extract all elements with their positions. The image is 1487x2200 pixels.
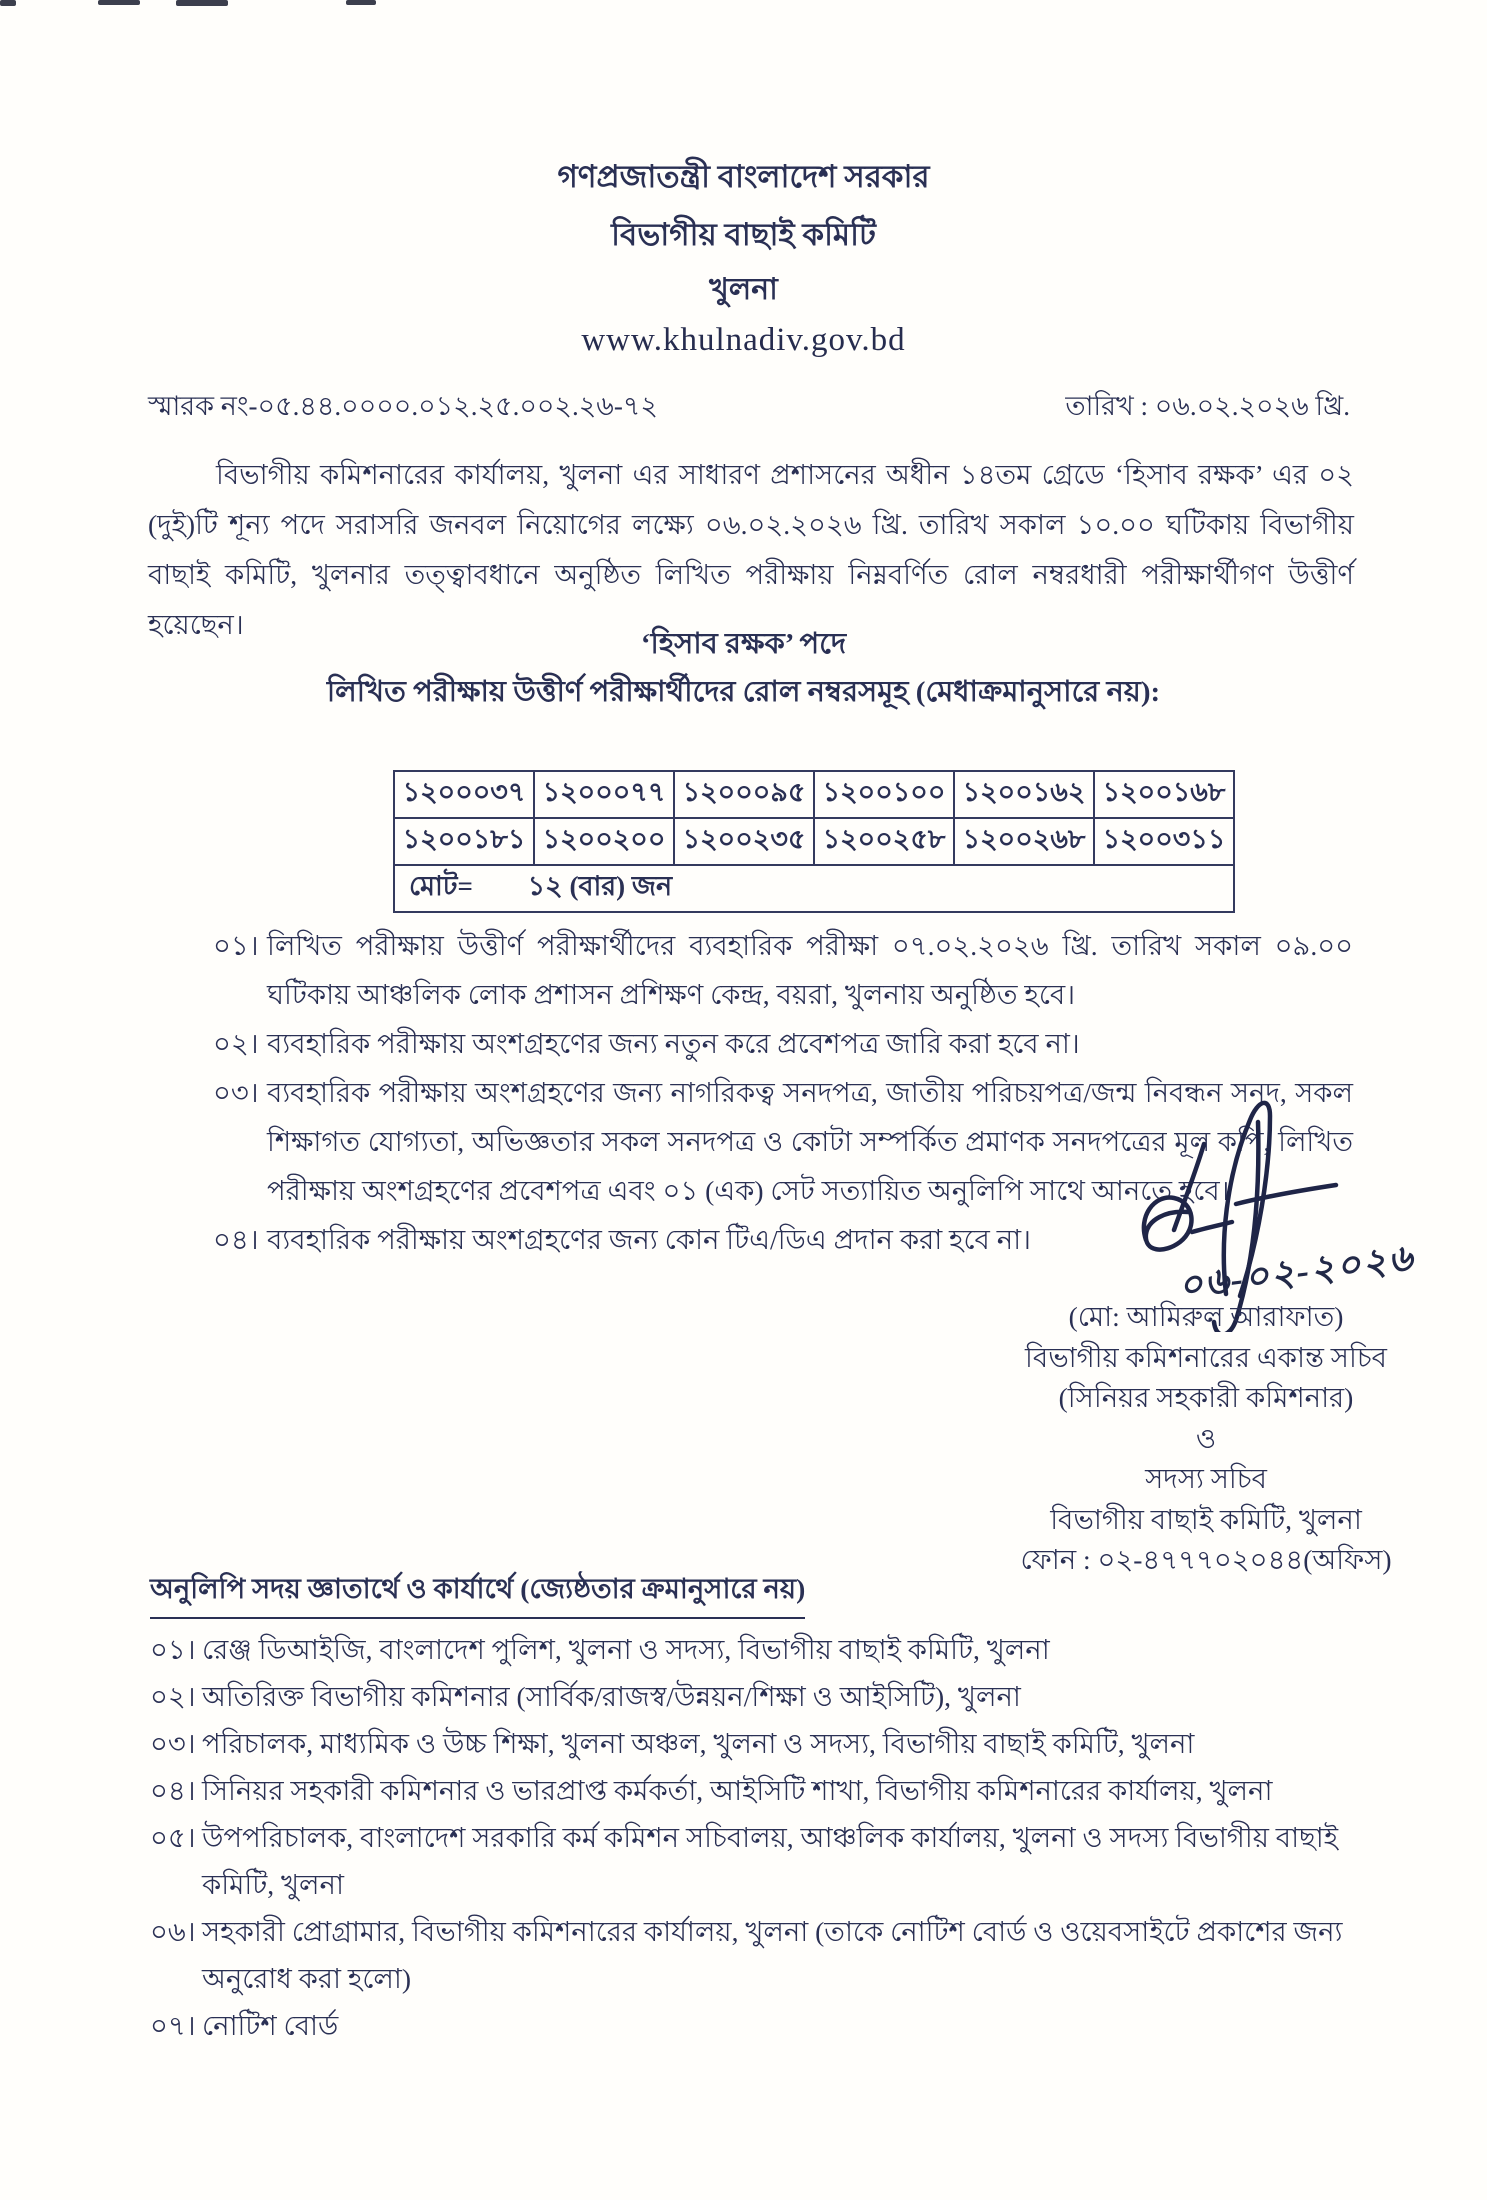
total-label: মোট= <box>409 871 473 901</box>
scan-artifact <box>346 0 376 5</box>
dist-text: উপপরিচালক, বাংলাদেশ সরকারি কর্ম কমিশন সচিবালয়, আঞ্চলিক কার্যালয়, খুলনা ও সদস্য বিভাগীয় বাছাই কমিটি, খুলনা <box>202 1822 1338 1900</box>
post-title: ‘হিসাব রক্ষক’ পদে <box>640 628 847 660</box>
roll-cell: ১২০০২৫৮ <box>814 818 954 865</box>
roll-cell: ১২০০২৬৮ <box>954 818 1094 865</box>
list-item <box>150 1814 1390 1908</box>
list-item <box>150 2002 1390 2049</box>
note-text: লিখিত পরীক্ষায় উত্তীর্ণ পরীক্ষার্থীদের ব্যবহারিক পরীক্ষা ০৭.০২.২০২৬ খ্রি. তারিখ সকাল ০৯.০০ ঘটিকায় আঞ্চলিক লোক প্রশাসন প্রশিক্ষণ কেন্দ্র, বয়রা, খুলনায় অনুষ্ঠিত হবে। <box>267 930 1353 1010</box>
note-number: ০৪। <box>213 1224 259 1255</box>
dist-number: ০৩। <box>150 1728 196 1759</box>
website-url: www.khulnadiv.gov.bd <box>581 322 906 358</box>
roll-number-table <box>393 770 1235 913</box>
table-total-row <box>394 865 1234 912</box>
distribution-heading: অনুলিপি সদয় জ্ঞাতার্থে ও কার্যার্থে (জ্যেষ্ঠতার ক্রমানুসারে নয়) <box>150 1568 805 1619</box>
memo-row <box>148 386 1350 431</box>
signatory-role: বিভাগীয় বাছাই কমিটি, খুলনা <box>1050 1503 1362 1535</box>
dist-text: সহকারী প্রোগ্রামার, বিভাগীয় কমিশনারের কার্যালয়, খুলনা (তাকে নোটিশ বোর্ড ও ওয়েবসাইটে প্রকাশের জন্য অনুরোধ করা হলো) <box>202 1916 1343 1994</box>
note-number: ০১। <box>213 930 259 961</box>
note-number: ০২। <box>213 1028 259 1059</box>
government-name: গণপ্রজাতন্ত্রী বাংলাদেশ সরকার <box>557 159 930 194</box>
distribution-list <box>150 1626 1390 2049</box>
signature-block <box>972 1297 1440 1581</box>
roll-cell: ১২০০১৮১ <box>394 818 534 865</box>
roll-cell: ১২০০০৭৭ <box>534 771 674 818</box>
memo-date: তারিখ : ০৬.০২.২০২৬ খ্রি. <box>1065 391 1350 421</box>
signatory-role: সদস্য সচিব <box>1145 1463 1267 1494</box>
note-number: ০৩। <box>213 1077 259 1108</box>
table-row <box>394 818 1234 865</box>
roll-cell: ১২০০১৬৮ <box>1094 771 1234 818</box>
list-item <box>150 1626 1390 1673</box>
list-item <box>150 1720 1390 1767</box>
letterhead <box>0 148 1487 364</box>
office-phone: ফোন : ০২-৪৭৭৭০২০৪৪(অফিস) <box>1020 1544 1392 1575</box>
list-item <box>150 1908 1390 2002</box>
roll-cell: ১২০০১৬২ <box>954 771 1094 818</box>
total-cell <box>394 865 1234 912</box>
result-subtitle: লিখিত পরীক্ষায় উত্তীর্ণ পরীক্ষার্থীদের রোল নম্বরসমূহ (মেধাক্রমানুসারে নয়): <box>326 676 1161 708</box>
scan-artifact <box>176 0 228 6</box>
roll-cell: ১২০০০৩৭ <box>394 771 534 818</box>
dist-text: অতিরিক্ত বিভাগীয় কমিশনার (সার্বিক/রাজস্ব/উন্নয়ন/শিক্ষা ও আইসিটি), খুলনা <box>202 1681 1021 1712</box>
list-item <box>213 921 1353 1019</box>
memo-number: স্মারক নং-০৫.৪৪.০০০০.০১২.২৫.০০২.২৬-৭২ <box>148 391 658 421</box>
note-text: ব্যবহারিক পরীক্ষায় অংশগ্রহণের জন্য নাগরিকত্ব সনদপত্র, জাতীয় পরিচয়পত্র/জন্ম নিবন্ধন সনদ, সকল শিক্ষাগত যোগ্যতা, অভিজ্ঞতার সকল সনদপত্র ও কোটা সম্পর্কিত প্রমাণক সনদপত্রের মূল কপি, লিখিত পরীক্ষায় অংশগ্রহণের প্রবেশপত্র এবং ০১ (এক) সেট সত্যায়িত অনুলিপি সাথে আনতে হবে। <box>267 1077 1353 1206</box>
dist-text: পরিচালক, মাধ্যমিক ও উচ্চ শিক্ষা, খুলনা অঞ্চল, খুলনা ও সদস্য, বিভাগীয় বাছাই কমিটি, খুলনা <box>202 1728 1195 1759</box>
note-text: ব্যবহারিক পরীক্ষায় অংশগ্রহণের জন্য কোন টিএ/ডিএ প্রদান করা হবে না। <box>267 1224 1031 1255</box>
dist-number: ০৭। <box>150 2010 196 2041</box>
dist-number: ০৬। <box>150 1916 196 1947</box>
dist-number: ০২। <box>150 1681 196 1712</box>
dist-text: নোটিশ বোর্ড <box>202 2010 339 2041</box>
division-city: খুলনা <box>709 273 778 306</box>
list-item <box>213 1019 1353 1068</box>
list-item <box>150 1673 1390 1720</box>
roll-cell: ১২০০৩১১ <box>1094 818 1234 865</box>
conjunction: ও <box>1195 1422 1217 1454</box>
committee-name: বিভাগীয় বাছাই কমিটি <box>611 217 876 252</box>
roll-cell: ১২০০১০০ <box>814 771 954 818</box>
note-text: ব্যবহারিক পরীক্ষায় অংশগ্রহণের জন্য নতুন করে প্রবেশপত্র জারি করা হবে না। <box>267 1028 1080 1059</box>
dist-text: সিনিয়র সহকারী কমিশনার ও ভারপ্রাপ্ত কর্মকর্তা, আইসিটি শাখা, বিভাগীয় কমিশনারের কার্যালয়, খুলনা <box>202 1775 1273 1806</box>
list-item <box>150 1767 1390 1814</box>
intro-paragraph: বিভাগীয় কমিশনারের কার্যালয়, খুলনা এর সাধারণ প্রশাসনের অধীন ১৪তম গ্রেডে ‘হিসাব রক্ষক’ এর ০২ (দুই)টি শূন্য পদে সরাসরি জনবল নিয়োগের লক্ষ্যে ০৬.০২.২০২৬ খ্রি. তারিখ সকাল ১০.০০ ঘটিকায় বিভাগীয় বাছাই কমিটি, খুলনার তত্ত্বাবধানে অনুষ্ঠিত লিখিত পরীক্ষায় নিম্নবর্ণিত রোল নম্বরধারী পরীক্ষার্থীগণ উত্তীর্ণ হয়েছেন। <box>148 459 1354 640</box>
scan-artifact <box>0 0 16 6</box>
roll-cell: ১২০০২০০ <box>534 818 674 865</box>
handwritten-date: ০৬-০২-২০২৬ <box>1176 1237 1417 1308</box>
signatory-role: বিভাগীয় কমিশনারের একান্ত সচিব <box>1025 1341 1387 1373</box>
dist-number: ০৪। <box>150 1775 196 1806</box>
table-row <box>394 771 1234 818</box>
roll-cell: ১২০০০৯৫ <box>674 771 814 818</box>
roll-cell: ১২০০২৩৫ <box>674 818 814 865</box>
scan-artifact <box>98 0 140 5</box>
dist-text: রেঞ্জ ডিআইজি, বাংলাদেশ পুলিশ, খুলনা ও সদস্য, বিভাগীয় বাছাই কমিটি, খুলনা <box>202 1634 1050 1665</box>
dist-number: ০৫। <box>150 1822 196 1853</box>
signatory-role: (সিনিয়র সহকারী কমিশনার) <box>1058 1382 1354 1413</box>
total-value: ১২ (বার) জন <box>527 871 673 901</box>
signatory-name: (মো: আমিরুল আরাফাত) <box>1068 1301 1344 1332</box>
dist-number: ০১। <box>150 1634 196 1665</box>
